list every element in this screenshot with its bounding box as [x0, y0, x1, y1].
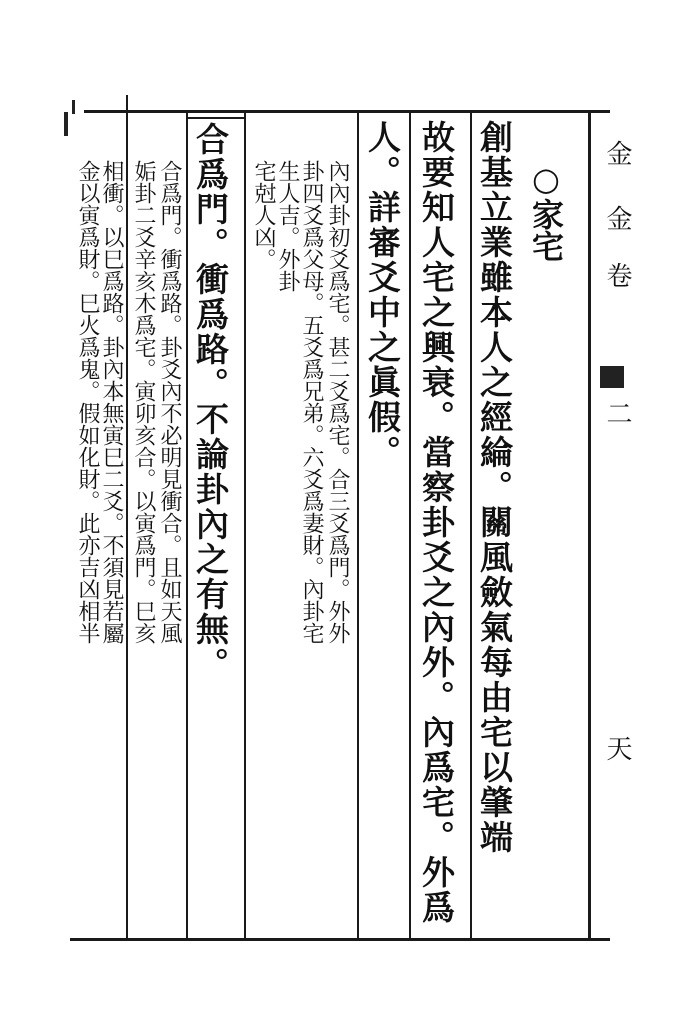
note-column-3: 生人吉。外卦 [275, 160, 300, 292]
note-column-5: 合爲門。衝爲路。卦爻內不必明見衝合。且如天風 [157, 160, 182, 644]
divider-rule-3 [357, 110, 359, 938]
note-column-6: 姤卦二爻辛亥木爲宅。寅卯亥合。以寅爲門。巳亥 [131, 160, 156, 644]
fold-block-mark [600, 366, 624, 388]
margin-page-char: 天 [602, 735, 632, 761]
divider-rule-2 [409, 110, 411, 938]
main-text-column-1: 創基立業雖本人之經綸。關風斂氣每由宅以肇端 [475, 120, 514, 855]
main-text-column-4: 合爲門。衝爲路。不論卦內之有無。 [191, 122, 230, 682]
note-column-8: 金以寅爲財。巳火爲鬼。假如化財。此亦吉凶相半 [75, 160, 100, 644]
left-edge-mark-2 [72, 100, 75, 114]
section-heading: ○家宅 [527, 160, 565, 262]
margin-title-1: 金 [602, 140, 632, 166]
bottom-border-rule [70, 938, 610, 941]
divider-rule-5 [186, 112, 188, 938]
note-column-2: 卦四爻爲父母。五爻爲兄弟。六爻爲妻財。內卦宅 [299, 160, 324, 644]
main-text-column-3: 人。詳審爻中之眞假。 [363, 120, 402, 470]
margin-title-2: 金 [602, 205, 632, 231]
inner-top-rule [186, 117, 246, 119]
margin-volume-label: 卷 [602, 262, 632, 288]
margin-volume-number: 二 [602, 400, 632, 426]
left-edge-mark [64, 112, 68, 136]
note-column-4: 宅尅人凶。 [251, 160, 276, 270]
main-text-column-2: 故要知人宅之興衰。當察卦爻之內外。內爲宅。外爲 [417, 120, 456, 925]
divider-rule-6 [126, 95, 128, 938]
note-column-7: 相衝。以巳爲路。卦內本無寅巳二爻。不須見若屬 [99, 160, 124, 644]
top-border-rule [84, 110, 610, 113]
divider-rule-4 [244, 112, 246, 938]
note-column-1: 內內卦初爻爲宅。甚二爻爲宅。合三爻爲門。外外 [325, 160, 350, 644]
divider-rule-1 [470, 110, 472, 938]
right-border-rule [588, 110, 591, 940]
